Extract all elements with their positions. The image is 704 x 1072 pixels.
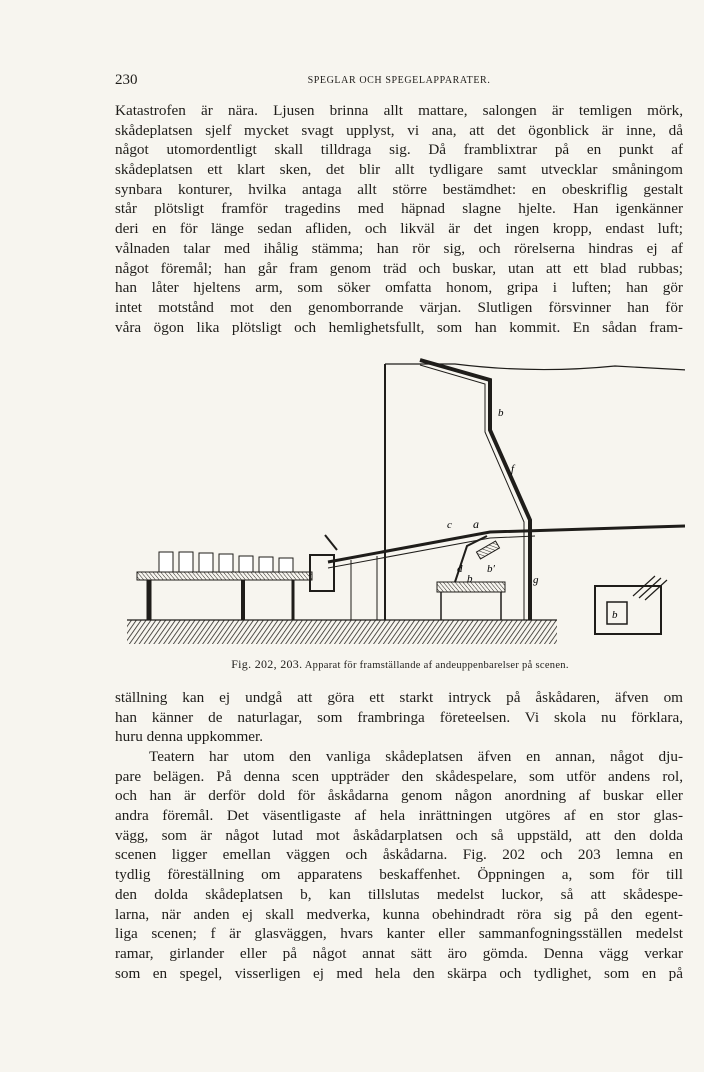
text-line: deri en för länge sedan afliden, och likväl är det ingen kropp, endast luft; xyxy=(115,220,683,238)
stage-floor xyxy=(328,526,685,562)
lamp xyxy=(259,557,273,572)
text-line: han låter hjeltens arm, som söker omfatta honom, gripa i luften; han gör xyxy=(115,279,683,297)
label-d: d xyxy=(457,563,463,575)
text-line: synbara konturer, hvilka antaga allt större bestämdhet: en obeskriflig gestalt xyxy=(115,180,683,198)
label-b-prime: b′ xyxy=(487,563,495,575)
text-line: som en spegel, visserligen ej med hela den skärpa och tydlighet, som en på xyxy=(115,964,683,982)
text-line: står plötsligt framför tragedins med häpnad slagne hjelte. Han igenkänner xyxy=(115,200,683,218)
lamp xyxy=(239,556,253,572)
text-line: scenen ligger emellan väggen och åskådarna. Fig. 202 och 203 lemna en xyxy=(115,846,683,864)
apparatus-engraving xyxy=(115,350,685,655)
label-a: a xyxy=(473,517,479,531)
trap-lid xyxy=(325,535,337,550)
running-title: SPEGLAR OCH SPEGELAPPARATER. xyxy=(307,75,491,86)
label-g: g xyxy=(533,574,539,586)
label-b-detail: b xyxy=(612,609,618,621)
figure-caption xyxy=(115,657,685,672)
text-line: något föremål; han går fram genom träd och buskar, utan att ett blad rubbas; xyxy=(115,259,683,277)
caption-label: Fig. 202, 203. xyxy=(231,657,303,671)
text-line: larna, när anden ej skall medverka, kunna obehindradt röra sig på den egent- xyxy=(115,905,683,923)
text-line: Teatern har utom den vanliga skådeplatsen äfven en annan, något dju- xyxy=(149,748,683,765)
text-line: vägg, som är något lutad mot åskådarplatsen och så uppstäld, att den dolda xyxy=(115,826,683,844)
lamp xyxy=(219,554,233,572)
label-b-lower: b xyxy=(467,573,473,585)
page-number: 230 xyxy=(115,72,138,88)
paragraph-2 xyxy=(115,688,683,747)
glass-wall-f xyxy=(420,360,530,620)
label-c: c xyxy=(447,519,452,531)
text-line: skådeplatsen sjelf mycket svagt upplyst, vi ana, att det ögonblick är inne, då xyxy=(115,121,683,139)
lamp xyxy=(199,553,213,572)
lamp xyxy=(179,552,193,572)
left-gallery-rail xyxy=(137,572,312,580)
text-line: huru denna uppkommer. xyxy=(115,728,264,746)
projector-lamp xyxy=(476,541,499,559)
text-line: ställning kan ej undgå att göra ett starkt intryck på åskådaren, äfven om xyxy=(115,689,683,706)
text-line: den dolda skådeplatsen b, kan tillslutas medelst luckor, så att skådespe- xyxy=(115,885,683,903)
text-line: ramar, girlander eller på något annat sätt äro gömda. Denna vägg verkar xyxy=(115,944,683,962)
apparatus-figure xyxy=(115,350,685,655)
text-line: vålnaden talar med ihålig stämma; han rör sig, och rörelserna hindras ej af xyxy=(115,239,683,257)
text-line: och han är derför dold för åskådarna genom någon anordning af buskar eller xyxy=(115,787,683,805)
text-line: Katastrofen är nära. Ljusen brinna allt mattare, salongen är temligen mörk, xyxy=(115,102,683,119)
page-header xyxy=(115,72,683,92)
text-line: pare belägen. På denna scen uppträder den skådespelare, som utför andens rol, xyxy=(115,767,683,785)
text-line: intet motstånd mot den genomborrande värjan. Slutligen försvinner han för xyxy=(115,298,683,316)
text-line: våra ögon lika plötsligt och hemlighetsfullt, som han kommit. En sådan fram- xyxy=(115,318,683,336)
stage-floor-under xyxy=(328,536,535,568)
detail-box xyxy=(595,586,661,634)
floor-hatching xyxy=(127,620,557,644)
caption-text: Apparat för framställande af andeuppenbarelser på scenen. xyxy=(304,660,569,671)
text-line: tydlig föreställning om apparatens beskaffenhet. Öppningen a, som för till xyxy=(115,866,683,884)
lamp xyxy=(279,558,293,572)
lamp xyxy=(159,552,173,572)
paragraph-1 xyxy=(115,101,683,337)
text-line: liga scenen; f är glasväggen, hvars kanter eller sammanfogningsställen medelst xyxy=(115,925,683,943)
label-b-upper: b xyxy=(498,407,504,419)
text-line: andra föremål. Det väsentligaste af hela inrättningen utgöres af en stor glas- xyxy=(115,807,683,825)
paragraph-3 xyxy=(115,747,683,983)
text-line: han känner de naturlagar, som frambringa företeelsen. Vi skola nu förklara, xyxy=(115,708,683,726)
text-line: skådeplatsen ett klart sken, det blir allt tydligare samt utvecklar småningom xyxy=(115,161,683,179)
label-f: f xyxy=(511,463,515,475)
text-line: något utomordentligt skall tilldraga sig. Då framblixtrar på en punkt af xyxy=(115,141,683,159)
